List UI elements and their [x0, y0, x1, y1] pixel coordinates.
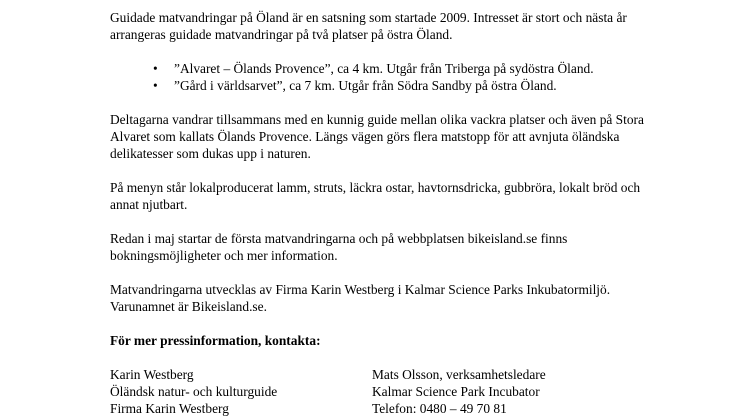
contact-right-name: Mats Olsson, verksamhetsledare	[372, 367, 546, 382]
contact-heading: För mer pressinformation, kontakta:	[110, 333, 321, 348]
walk-item-alvaret: ”Alvaret – Ölands Provence”, ca 4 km. Utgår från Triberga på sydöstra Öland.	[174, 61, 594, 76]
contact-right	[372, 366, 634, 417]
bullet-icon: •	[153, 78, 158, 93]
contact-left	[110, 366, 372, 417]
contact-left-company: Firma Karin Westberg	[110, 401, 229, 416]
contact-left-name: Karin Westberg	[110, 367, 194, 382]
booking-paragraph: Redan i maj startar de första matvandringarna och på webbplatsen bikeisland.se finns bokningsmöjligheter och mer information.	[110, 231, 568, 263]
contact-right-org: Kalmar Science Park Incubator	[372, 384, 540, 399]
contact-right-phone: Telefon: 0480 – 49 70 81	[372, 401, 507, 416]
list-item	[110, 60, 670, 77]
menu-paragraph: På menyn står lokalproducerat lamm, struts, läckra ostar, havtornsdricka, gubbröra, lokalt bröd och annat njutbart.	[110, 180, 641, 212]
contact-block	[110, 366, 670, 417]
walk-item-gard: ”Gård i världsarvet”, ca 7 km. Utgår från Södra Sandby på östra Öland.	[174, 78, 557, 93]
walk-list	[110, 60, 670, 94]
bullet-icon: •	[153, 61, 158, 76]
document-page	[110, 9, 670, 417]
developer-paragraph: Matvandringarna utvecklas av Firma Karin Westberg i Kalmar Science Parks Inkubatormiljö. Varunamnet är Bikeisland.se.	[110, 282, 611, 314]
intro-paragraph: Guidade matvandringar på Öland är en satsning som startade 2009. Intresset är stort och nästa år arrangeras guidade matvandringar på två platser på östra Öland.	[110, 10, 627, 42]
participants-paragraph: Deltagarna vandrar tillsammans med en kunnig guide mellan olika vackra platser och även på Stora Alvaret som kallats Ölands Provence. Längs vägen görs flera matstopp för att avnjuta öländska delikatesser som dukas upp i naturen.	[110, 112, 644, 161]
contact-left-role: Öländsk natur- och kulturguide	[110, 384, 278, 399]
list-item	[110, 77, 670, 94]
